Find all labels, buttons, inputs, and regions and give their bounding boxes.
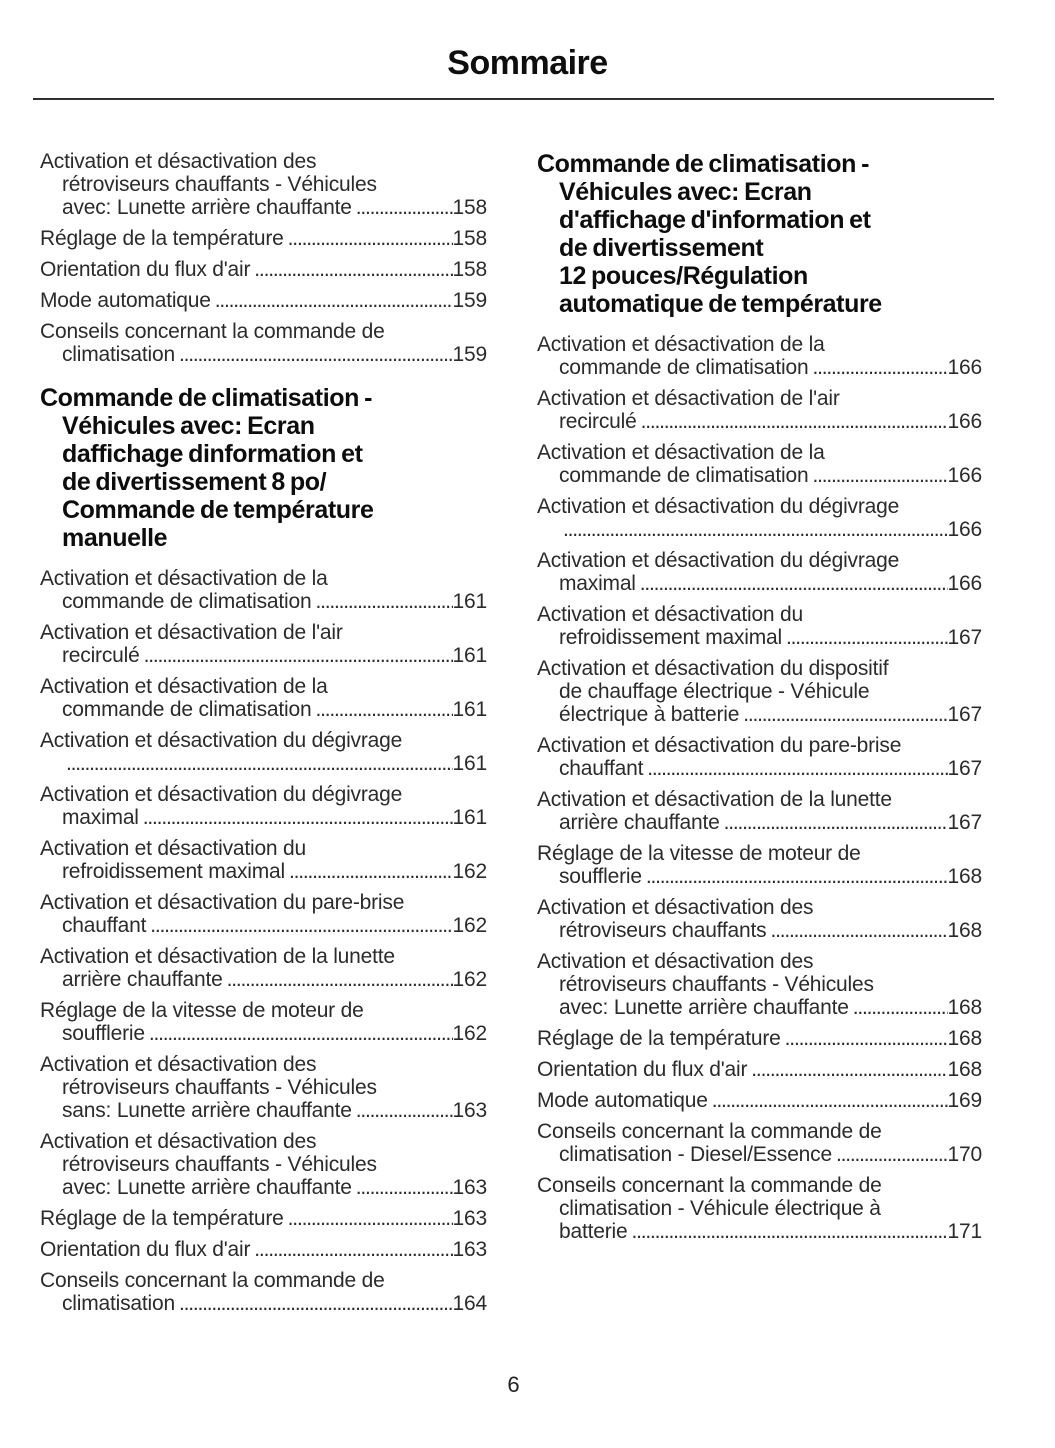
toc-entry-text: climatisation bbox=[62, 1292, 175, 1315]
toc bbox=[40, 150, 1055, 1323]
toc-entry-lastline bbox=[537, 996, 982, 1019]
toc-entry bbox=[537, 1174, 982, 1243]
toc-entry bbox=[537, 333, 982, 379]
toc-entry-text: commande de climatisation bbox=[559, 356, 809, 379]
toc-entry-text: Mode automatique bbox=[537, 1089, 708, 1112]
toc-page-number: 168 bbox=[947, 1027, 982, 1050]
toc-entry-text: Orientation du flux d'air bbox=[40, 258, 251, 281]
section-heading-line: de divertissement 8 po/ bbox=[62, 468, 327, 496]
toc-entry bbox=[537, 1027, 982, 1050]
toc-page-number: 167 bbox=[947, 703, 982, 726]
toc-entry bbox=[40, 891, 487, 937]
toc-entry bbox=[40, 289, 487, 312]
dot-leader bbox=[836, 1143, 948, 1166]
toc-entry-text: soufflerie bbox=[62, 1022, 145, 1045]
toc-entry-line: Conseils concernant la commande de bbox=[537, 1120, 882, 1143]
toc-page-number: 162 bbox=[452, 914, 487, 937]
toc-entry-line: Réglage de la vitesse de moteur de bbox=[537, 842, 861, 865]
toc-entry-line: Activation et désactivation du pare-brise bbox=[537, 734, 902, 757]
toc-entry bbox=[537, 896, 982, 942]
toc-entry bbox=[537, 441, 982, 487]
toc-page-number: 163 bbox=[452, 1238, 487, 1261]
dot-leader bbox=[812, 464, 947, 487]
toc-entry-text: Réglage de la température bbox=[537, 1027, 781, 1050]
toc-entry-lastline bbox=[40, 590, 487, 613]
toc-entry-text: sans: Lunette arrière chauffante bbox=[62, 1099, 352, 1122]
toc-entry bbox=[40, 1238, 487, 1261]
toc-page-number: 168 bbox=[947, 919, 982, 942]
toc-page-number: 168 bbox=[947, 1058, 982, 1081]
toc-entry-line: Conseils concernant la commande de bbox=[537, 1174, 882, 1197]
toc-entry-line: Activation et désactivation du bbox=[537, 603, 803, 626]
toc-entry-line: Activation et désactivation du dégivrage bbox=[537, 549, 900, 572]
toc-page-number: 169 bbox=[947, 1089, 982, 1112]
toc-entry bbox=[40, 567, 487, 613]
toc-entry bbox=[40, 1053, 487, 1122]
toc-page-number: 163 bbox=[452, 1176, 487, 1199]
toc-entry-text: climatisation - Diesel/Essence bbox=[559, 1143, 832, 1166]
toc-entry-text: Réglage de la température bbox=[40, 227, 284, 250]
toc-page-number: 168 bbox=[947, 865, 982, 888]
section-heading-line: daffichage dinformation et bbox=[62, 440, 363, 468]
section-heading-line: automatique de température bbox=[559, 290, 882, 318]
dot-leader bbox=[356, 196, 453, 219]
toc-entry-line: Activation et désactivation des bbox=[40, 1130, 317, 1153]
dot-leader bbox=[646, 865, 948, 888]
toc-entry-line: Activation et désactivation de la bbox=[40, 675, 328, 698]
toc-entry-text: recirculé bbox=[62, 644, 140, 667]
toc-entry-lastline bbox=[40, 1292, 487, 1315]
dot-leader bbox=[356, 1176, 453, 1199]
toc-entry-lastline bbox=[40, 752, 487, 775]
toc-entry-line: rétroviseurs chauffants - Véhicules bbox=[559, 973, 874, 996]
section-heading-line: de divertissement bbox=[559, 234, 764, 262]
section-heading-line: Commande de climatisation - bbox=[40, 384, 372, 412]
section-heading-line: d'affichage d'information et bbox=[559, 206, 871, 234]
toc-entry-text: maximal bbox=[62, 806, 139, 829]
section-heading-line: Véhicules avec: Ecran bbox=[62, 412, 315, 440]
toc-entry-lastline bbox=[537, 626, 982, 649]
toc-entry-lastline bbox=[537, 919, 982, 942]
toc-entry-line: Activation et désactivation du bbox=[40, 837, 306, 860]
toc-page-number: 166 bbox=[947, 518, 982, 541]
toc-entry-line: Activation et désactivation de l'air bbox=[537, 387, 840, 410]
toc-entry-text: maximal bbox=[559, 572, 636, 595]
toc-entry-lastline bbox=[40, 196, 487, 219]
toc-entry-text: rétroviseurs chauffants bbox=[559, 919, 767, 942]
toc-page-number: 161 bbox=[452, 644, 487, 667]
toc-entry-text: électrique à batterie bbox=[559, 703, 740, 726]
dot-leader bbox=[150, 914, 452, 937]
toc-entry-line: Activation et désactivation de l'air bbox=[40, 621, 343, 644]
toc-page-number: 158 bbox=[452, 258, 487, 281]
toc-entry-line: Activation et désactivation de la lunette bbox=[40, 945, 395, 968]
page-title: Sommaire bbox=[447, 44, 608, 82]
dot-leader bbox=[215, 289, 453, 312]
dot-leader bbox=[785, 1027, 948, 1050]
toc-page-number: 162 bbox=[452, 968, 487, 991]
dot-leader bbox=[751, 1058, 947, 1081]
dot-leader bbox=[227, 968, 453, 991]
dot-leader bbox=[288, 1207, 453, 1230]
toc-page-number: 161 bbox=[452, 590, 487, 613]
toc-entry-text: climatisation bbox=[62, 343, 175, 366]
footer-page-number: 6 bbox=[507, 1372, 520, 1397]
toc-entry bbox=[537, 950, 982, 1019]
section-heading-line: Commande de température bbox=[62, 496, 374, 524]
toc-entry-text: Orientation du flux d'air bbox=[40, 1238, 251, 1261]
toc-entry bbox=[537, 1120, 982, 1166]
dot-leader bbox=[631, 1220, 947, 1243]
toc-entry-line: Activation et désactivation des bbox=[40, 150, 317, 173]
page-footer bbox=[0, 1372, 1027, 1398]
toc-entry-text: avec: Lunette arrière chauffante bbox=[559, 996, 849, 1019]
section-heading bbox=[40, 384, 487, 552]
toc-entry-line: de chauffage électrique - Véhicule bbox=[559, 680, 870, 703]
toc-entry-lastline bbox=[40, 1022, 487, 1045]
toc-entry-line: Conseils concernant la commande de bbox=[40, 1269, 385, 1292]
toc-entry bbox=[40, 150, 487, 219]
toc-page-number: 159 bbox=[452, 343, 487, 366]
dot-leader bbox=[143, 806, 453, 829]
toc-page-number: 164 bbox=[452, 1292, 487, 1315]
dot-leader bbox=[743, 703, 947, 726]
toc-entry-line: Activation et désactivation du dégivrage bbox=[40, 783, 403, 806]
toc-entry bbox=[40, 999, 487, 1045]
toc-entry-lastline bbox=[40, 1207, 487, 1230]
toc-entry bbox=[537, 842, 982, 888]
toc-entry-lastline bbox=[537, 811, 982, 834]
dot-leader bbox=[640, 572, 948, 595]
toc-entry-text: refroidissement maximal bbox=[62, 860, 285, 883]
dot-leader bbox=[254, 1238, 452, 1261]
dot-leader bbox=[770, 919, 947, 942]
toc-page-number: 162 bbox=[452, 1022, 487, 1045]
dot-leader bbox=[786, 626, 948, 649]
toc-entry bbox=[40, 945, 487, 991]
toc-page-number: 161 bbox=[452, 806, 487, 829]
toc-entry bbox=[40, 1269, 487, 1315]
toc-entry bbox=[40, 729, 487, 775]
toc-entry-text: recirculé bbox=[559, 410, 637, 433]
toc-entry bbox=[40, 227, 487, 250]
toc-entry-line: Activation et désactivation du dispositif bbox=[537, 657, 889, 680]
toc-entry-line: Activation et désactivation du dégivrage bbox=[537, 495, 900, 518]
toc-page-number: 163 bbox=[452, 1207, 487, 1230]
toc-entry-text: commande de climatisation bbox=[62, 698, 312, 721]
dot-leader bbox=[179, 343, 453, 366]
toc-entry bbox=[40, 621, 487, 667]
toc-entry-lastline bbox=[537, 865, 982, 888]
toc-entry bbox=[40, 320, 487, 366]
toc-entry-lastline bbox=[40, 1238, 487, 1261]
toc-entry bbox=[40, 675, 487, 721]
toc-entry-lastline bbox=[537, 1089, 982, 1112]
toc-entry-lastline bbox=[537, 1220, 982, 1243]
dot-leader bbox=[254, 258, 452, 281]
dot-leader bbox=[144, 644, 453, 667]
toc-entry-lastline bbox=[537, 703, 982, 726]
dot-leader bbox=[179, 1292, 453, 1315]
toc-entry-line: Activation et désactivation de la bbox=[40, 567, 328, 590]
dot-leader bbox=[149, 1022, 453, 1045]
toc-column-left bbox=[40, 150, 487, 1323]
toc-entry-text: soufflerie bbox=[559, 865, 642, 888]
toc-entry-lastline bbox=[40, 914, 487, 937]
toc-page-number: 158 bbox=[452, 196, 487, 219]
toc-entry-text: refroidissement maximal bbox=[559, 626, 782, 649]
toc-page-number: 159 bbox=[452, 289, 487, 312]
toc-page-number: 166 bbox=[947, 572, 982, 595]
toc-entry bbox=[537, 549, 982, 595]
dot-leader bbox=[853, 996, 948, 1019]
toc-entry bbox=[40, 783, 487, 829]
toc-entry bbox=[537, 788, 982, 834]
toc-page-number: 167 bbox=[947, 626, 982, 649]
toc-page-number: 161 bbox=[452, 698, 487, 721]
toc-entry-line: Activation et désactivation du pare-brise bbox=[40, 891, 405, 914]
toc-page-number: 170 bbox=[947, 1143, 982, 1166]
toc-entry bbox=[537, 657, 982, 726]
toc-entry bbox=[537, 1058, 982, 1081]
toc-entry-text: commande de climatisation bbox=[559, 464, 809, 487]
toc-column-right bbox=[537, 150, 982, 1251]
toc-entry-lastline bbox=[40, 1099, 487, 1122]
toc-entry bbox=[537, 387, 982, 433]
toc-entry-text: chauffant bbox=[559, 757, 644, 780]
toc-entry-text: Réglage de la température bbox=[40, 1207, 284, 1230]
toc-entry-line: Activation et désactivation de la lunette bbox=[537, 788, 892, 811]
dot-leader bbox=[812, 356, 947, 379]
toc-entry-line: climatisation - Véhicule électrique à bbox=[559, 1197, 881, 1220]
toc-entry-text: arrière chauffante bbox=[62, 968, 223, 991]
section-heading-line: Véhicules avec: Ecran bbox=[559, 178, 812, 206]
dot-leader bbox=[641, 410, 948, 433]
toc-entry-line: Activation et désactivation des bbox=[537, 896, 814, 919]
dot-leader bbox=[289, 860, 453, 883]
toc-entry-line: rétroviseurs chauffants - Véhicules bbox=[62, 1153, 377, 1176]
toc-entry-lastline bbox=[537, 410, 982, 433]
toc-entry-lastline bbox=[537, 356, 982, 379]
toc-entry-text: avec: Lunette arrière chauffante bbox=[62, 196, 352, 219]
toc-entry-lastline bbox=[40, 698, 487, 721]
dot-leader bbox=[724, 811, 948, 834]
toc-entry bbox=[40, 837, 487, 883]
toc-entry-lastline bbox=[40, 860, 487, 883]
toc-entry-text: chauffant bbox=[62, 914, 147, 937]
toc-page-number: 166 bbox=[947, 410, 982, 433]
toc-entry bbox=[537, 495, 982, 541]
toc-page-number: 167 bbox=[947, 757, 982, 780]
toc-entry-text: arrière chauffante bbox=[559, 811, 720, 834]
toc-entry-lastline bbox=[40, 806, 487, 829]
title-rule bbox=[33, 98, 994, 100]
toc-entry bbox=[40, 1130, 487, 1199]
toc-entry-line: Activation et désactivation de la bbox=[537, 333, 825, 356]
toc-entry-lastline bbox=[40, 289, 487, 312]
toc-entry bbox=[537, 1089, 982, 1112]
toc-entry-lastline bbox=[537, 572, 982, 595]
toc-entry-lastline bbox=[537, 1058, 982, 1081]
toc-entry-lastline bbox=[40, 968, 487, 991]
section-heading-line: Commande de climatisation - bbox=[537, 150, 869, 178]
toc-entry-lastline bbox=[537, 518, 982, 541]
toc-entry-line: Conseils concernant la commande de bbox=[40, 320, 385, 343]
toc-entry-line: Activation et désactivation de la bbox=[537, 441, 825, 464]
toc-entry-line: rétroviseurs chauffants - Véhicules bbox=[62, 173, 377, 196]
toc-entry-lastline bbox=[40, 1176, 487, 1199]
toc-page-number: 168 bbox=[947, 996, 982, 1019]
toc-page-number: 161 bbox=[452, 752, 487, 775]
toc-page-number: 166 bbox=[947, 464, 982, 487]
toc-entry-lastline bbox=[537, 1027, 982, 1050]
toc-entry-line: rétroviseurs chauffants - Véhicules bbox=[62, 1076, 377, 1099]
toc-entry bbox=[537, 603, 982, 649]
toc-entry-lastline bbox=[40, 343, 487, 366]
section-heading-line: manuelle bbox=[62, 524, 168, 552]
toc-page-number: 163 bbox=[452, 1099, 487, 1122]
dot-leader bbox=[712, 1089, 948, 1112]
toc-entry-text: avec: Lunette arrière chauffante bbox=[62, 1176, 352, 1199]
toc-page-number: 162 bbox=[452, 860, 487, 883]
toc-entry-text: Orientation du flux d'air bbox=[537, 1058, 748, 1081]
toc-entry-lastline bbox=[537, 464, 982, 487]
dot-leader bbox=[315, 590, 452, 613]
toc-entry-lastline bbox=[40, 227, 487, 250]
dot-leader bbox=[315, 698, 452, 721]
toc-page-number: 167 bbox=[947, 811, 982, 834]
dot-leader bbox=[356, 1099, 453, 1122]
toc-page-number: 166 bbox=[947, 356, 982, 379]
section-heading-line: 12 pouces/Régulation bbox=[559, 262, 808, 290]
section-heading bbox=[537, 150, 982, 318]
toc-entry-line: Activation et désactivation des bbox=[537, 950, 814, 973]
toc-entry-lastline bbox=[537, 1143, 982, 1166]
toc-entry-lastline bbox=[40, 644, 487, 667]
toc-entry-line: Réglage de la vitesse de moteur de bbox=[40, 999, 364, 1022]
dot-leader bbox=[66, 752, 453, 775]
toc-entry-line: Activation et désactivation des bbox=[40, 1053, 317, 1076]
toc-entry bbox=[40, 1207, 487, 1230]
toc-entry-text: Mode automatique bbox=[40, 289, 211, 312]
toc-entry-lastline bbox=[537, 757, 982, 780]
dot-leader bbox=[563, 518, 948, 541]
dot-leader bbox=[288, 227, 453, 250]
toc-entry-lastline bbox=[40, 258, 487, 281]
toc-entry-line: Activation et désactivation du dégivrage bbox=[40, 729, 403, 752]
toc-entry-text: commande de climatisation bbox=[62, 590, 312, 613]
dot-leader bbox=[647, 757, 947, 780]
toc-page-number: 171 bbox=[947, 1220, 982, 1243]
toc-entry-text: batterie bbox=[559, 1220, 628, 1243]
toc-page-number: 158 bbox=[452, 227, 487, 250]
toc-entry bbox=[40, 258, 487, 281]
toc-entry bbox=[537, 734, 982, 780]
